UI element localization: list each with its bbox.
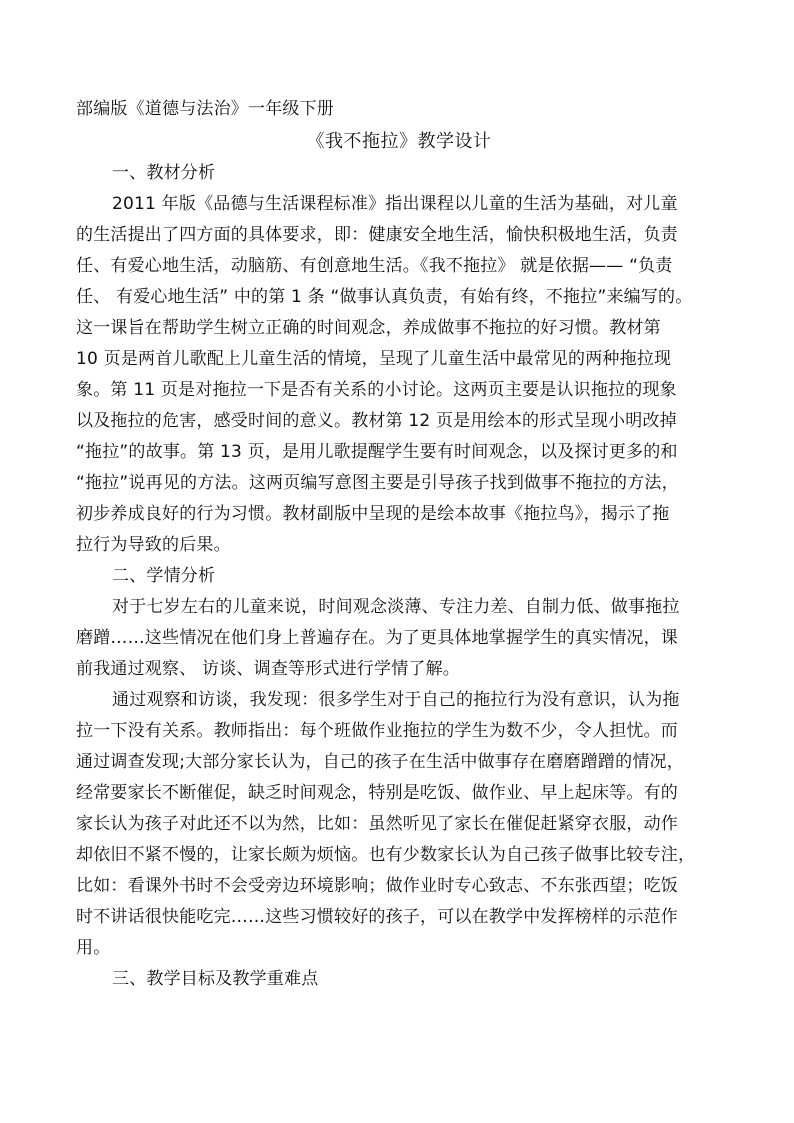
- paragraph-line: “拖拉”的故事。第 13 页，是用儿歌提醒学生要有时间观念，以及探讨更多的和: [76, 442, 678, 462]
- paragraph-line: 前我通过观察、 访谈、调查等形式进行学情了解。: [76, 659, 461, 679]
- document-header: 部编版《道德与法治》一年级下册: [76, 99, 334, 119]
- section-heading-2: 二、学情分析: [112, 566, 216, 586]
- paragraph-line: “拖拉”说再见的方法。这两页编写意图主要是引导孩子找到做事不拖拉的方法，: [76, 473, 679, 493]
- document-title: 《我不拖拉》教学设计: [306, 131, 492, 152]
- paragraph-line: 通过调查发现;大部分家长认为，自己的孩子在生活中做事存在磨磨蹭蹭的情况，: [76, 752, 684, 772]
- paragraph-line: 以及拖拉的危害，感受时间的意义。教材第 12 页是用绘本的形式呈现小明改掉: [76, 411, 677, 431]
- paragraph-line: 这一课旨在帮助学生树立正确的时间观念，养成做事不拖拉的好习惯。教材第: [76, 318, 661, 338]
- paragraph-line: 象。第 11 页是对拖拉一下是否有关系的小讨论。这两页主要是认识拖拉的现象: [76, 380, 677, 400]
- paragraph-line: 拉行为导致的后果。: [76, 535, 231, 555]
- paragraph-3: [76, 689, 722, 960]
- paragraph-line: 却依旧不紧不慢的，让家长颇为烦恼。也有少数家长认为自己孩子做事比较专注，: [76, 845, 696, 865]
- paragraph-line: 对于七岁左右的儿童来说，时间观念淡薄、专注力差、自制力低、做事拖拉: [112, 597, 680, 617]
- paragraph-line: 拉一下没有关系。教师指出：每个班做作业拖拉的学生为数不少，令人担忧。而: [76, 721, 678, 741]
- paragraph-2: [76, 596, 722, 681]
- section-heading-1: 一、教材分析: [112, 163, 216, 183]
- paragraph-line: 任、有爱心地生活，动脑筋、有创意地生活。《我不拖拉》 就是依据—— “负责: [76, 256, 673, 276]
- paragraph-line: 用。: [76, 938, 111, 958]
- paragraph-line: 磨蹭……这些情况在他们身上普遍存在。为了更具体地掌握学生的真实情况，课: [76, 628, 678, 648]
- paragraph-line: 10 页是两首儿歌配上儿童生活的情境，呈现了儿童生活中最常见的两种拖拉现: [76, 349, 672, 369]
- paragraph-line: 任、 有爱心地生活” 中的第 1 条 “做事认真负责，有始有终，不拖拉”来编写的。: [76, 287, 693, 307]
- paragraph-line: 初步养成良好的行为习惯。教材副版中呈现的是绘本故事《拖拉鸟》，揭示了拖: [76, 504, 670, 524]
- paragraph-line: 通过观察和访谈，我发现：很多学生对于自己的拖拉行为没有意识，认为拖: [112, 690, 680, 710]
- paragraph-line: 的生活提出了四方面的具体要求，即：健康安全地生活，愉快积极地生活，负责: [76, 225, 678, 245]
- paragraph-line: 家长认为孩子对此还不以为然，比如：虽然听见了家长在催促赶紧穿衣服，动作: [76, 814, 678, 834]
- paragraph-1: [76, 193, 722, 557]
- paragraph-line: 2011 年版《品德与生活课程标准》指出课程以儿童的生活为基础，对儿童: [112, 194, 678, 214]
- document-content: [76, 98, 722, 999]
- section-heading-3: 三、教学目标及教学重难点: [112, 969, 319, 989]
- paragraph-line: 时不讲话很快能吃完……这些习惯较好的孩子，可以在教学中发挥榜样的示范作: [76, 907, 678, 927]
- paragraph-line: 经常要家长不断催促，缺乏时间观念，特别是吃饭、做作业、早上起床等。有的: [76, 783, 678, 803]
- paragraph-line: 比如：看课外书时不会受旁边环境影响；做作业时专心致志、不东张西望；吃饭: [76, 876, 678, 896]
